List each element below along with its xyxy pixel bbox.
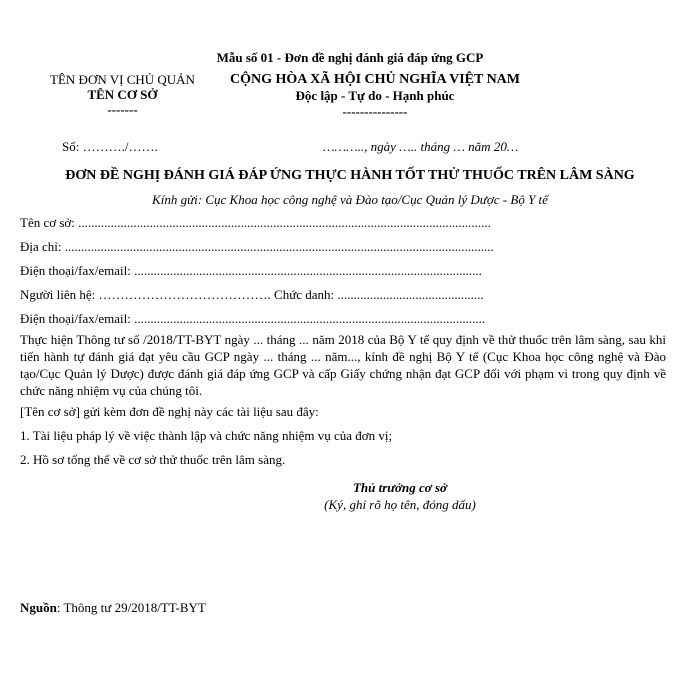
form-title: ĐƠN ĐỀ NGHỊ ĐÁNH GIÁ ĐÁP ỨNG THỰC HÀNH TỐT THỬ THUỐC TRÊN LÂM SÀNG [65, 168, 635, 183]
field-phone: Điện thoại/fax/email: ........................................................................................................... [20, 263, 482, 278]
attachment-item: 2. Hồ sơ tổng thể về cơ sở thử thuốc trên lâm sàng. [20, 452, 286, 467]
field-facility-name: Tên cơ sở: ............................................................................................................................... [20, 215, 491, 230]
left-divider: ------- [107, 102, 138, 117]
field-phone-email: Điện thoại/fax/email: ............................................................................................................ [20, 311, 486, 326]
source-label: Nguồn [20, 600, 57, 615]
motto: Độc lập - Tự do - Hạnh phúc [295, 88, 455, 103]
attachment-item: 1. Tài liệu pháp lý về việc thành lập và chức năng nhiệm vụ của đơn vị; [20, 428, 393, 443]
source-text: : Thông tư 29/2018/TT-BYT [56, 600, 206, 615]
form-code: Mẫu số 01 - Đơn đề nghị đánh giá đáp ứng GCP [216, 50, 484, 65]
signer-note: (Ký, ghi rõ họ tên, đóng dấu) [324, 497, 476, 512]
field-contact-person: Người liên hệ: …………………………………. Chức danh: ............................................. [20, 287, 484, 302]
document-date: ……….., ngày ….. tháng … năm 20… [323, 139, 519, 154]
right-divider: --------------- [342, 104, 408, 119]
recipient-line: Kính gửi: Cục Khoa học công nghệ và Đào tạo/Cục Quản lý Dược - Bộ Y tế [152, 192, 548, 207]
source-line [20, 600, 206, 616]
attachments-intro: [Tên cơ sở] gửi kèm đơn đề nghị này các tài liệu sau đây: [20, 404, 319, 419]
document-number: Số: ………./……. [62, 139, 158, 154]
nation-heading: CỘNG HÒA XÃ HỘI CHỦ NGHĨA VIỆT NAM [229, 72, 520, 87]
unit-name-label: TÊN CƠ SỞ [87, 87, 158, 102]
signer-title: Thủ trưởng cơ sở [352, 480, 448, 495]
field-address: Địa chỉ: .................................................................................................................................... [20, 239, 494, 254]
body-paragraph: Thực hiện Thông tư số /2018/TT-BYT ngày ... tháng ... năm 2018 của Bộ Y tế quy định về thử thuốc trên lâm sàng, sau khi tiến hành tự đánh giá đạt yêu cầu GCP ngày ... tháng ... năm..., kính đề nghị Bộ Y tế (Cục Khoa học công nghệ và Đào tạo/Cục Quản lý Dược) được đánh giá đáp ứng GCP và cấp Giấy chứng nhận đạt GCP đối với phạm vi trong quy định về chức năng nhiệm vụ của chúng tôi. [20, 332, 666, 398]
parent-unit-label: TÊN ĐƠN VỊ CHỦ QUẢN [50, 72, 195, 87]
